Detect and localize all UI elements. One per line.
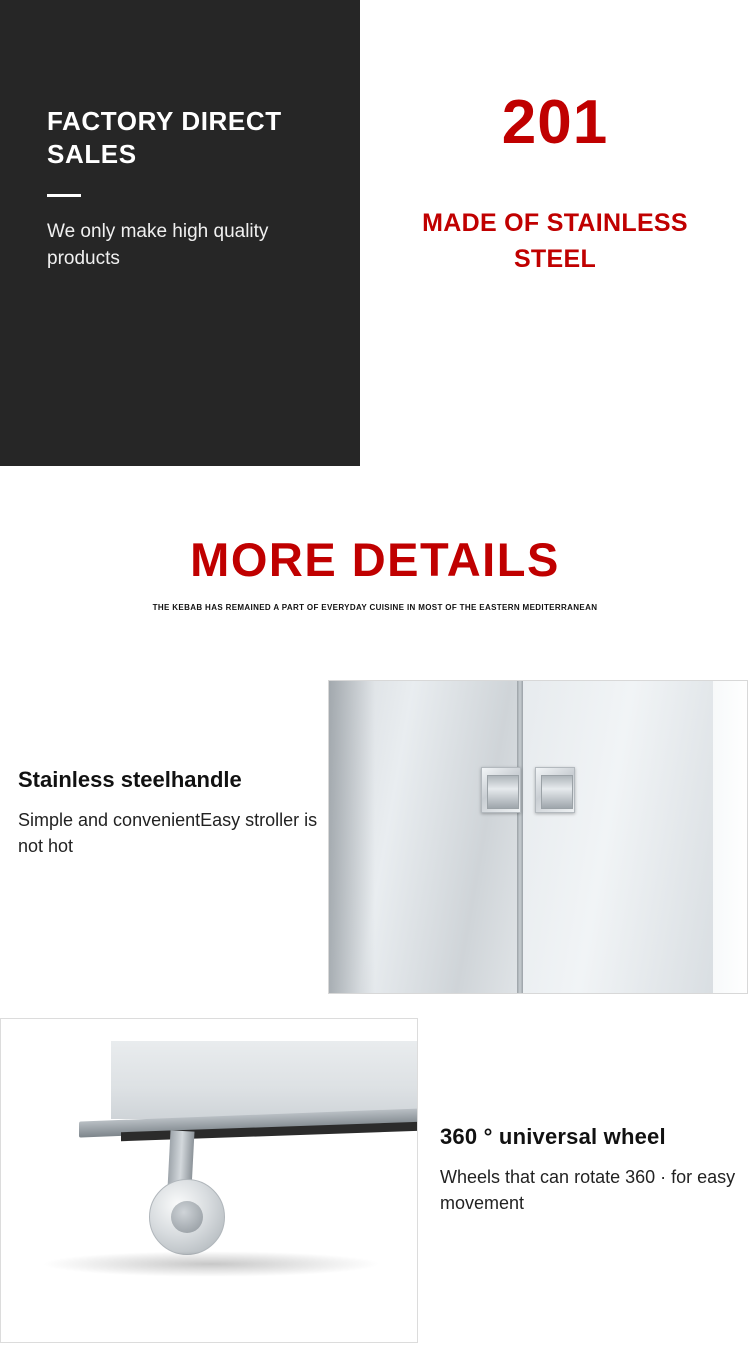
banner-right-panel bbox=[360, 0, 750, 466]
cabinet-body bbox=[111, 1041, 418, 1119]
top-banner bbox=[0, 0, 750, 466]
material-grade-number: 201 bbox=[501, 88, 609, 157]
more-details-header bbox=[0, 466, 750, 656]
feature-wheel-description: Wheels that can rotate 360 · for easy movement bbox=[440, 1167, 736, 1214]
feature-section-wheel bbox=[0, 1006, 750, 1368]
feature-wheel-image bbox=[0, 1018, 418, 1343]
feature-handle-title: Stainless steelhandle bbox=[18, 767, 242, 792]
door-panel-far bbox=[713, 681, 748, 993]
banner-left-content bbox=[47, 105, 327, 272]
factory-direct-sales-subtitle: We only make high quality products bbox=[47, 220, 269, 269]
more-details-heading: MORE DETAILS bbox=[190, 533, 560, 586]
feature-wheel-title: 360 ° universal wheel bbox=[440, 1124, 666, 1149]
feature-wheel-text bbox=[440, 1124, 740, 1216]
divider-rule bbox=[47, 194, 81, 197]
material-title: MADE OF STAINLESS STEEL bbox=[422, 209, 688, 274]
feature-handle-text bbox=[18, 766, 318, 859]
feature-handle-image bbox=[328, 680, 748, 994]
more-details-subheading: THE KEBAB HAS REMAINED A PART OF EVERYDAY CUISINE IN MOST OF THE EASTERN MEDITERRANEAN bbox=[152, 603, 598, 612]
caster-hub bbox=[171, 1201, 203, 1233]
factory-direct-sales-title: FACTORY DIRECT SALES bbox=[47, 106, 282, 170]
banner-left-panel bbox=[0, 0, 360, 466]
feature-handle-description: Simple and convenientEasy stroller is not hot bbox=[18, 809, 318, 856]
handle-icon-left bbox=[481, 767, 521, 813]
floor-shadow bbox=[41, 1251, 381, 1277]
handle-icon-right bbox=[535, 767, 575, 813]
door-shadow bbox=[329, 681, 375, 993]
door-panel-right bbox=[523, 681, 713, 993]
feature-section-handle bbox=[0, 656, 750, 1006]
